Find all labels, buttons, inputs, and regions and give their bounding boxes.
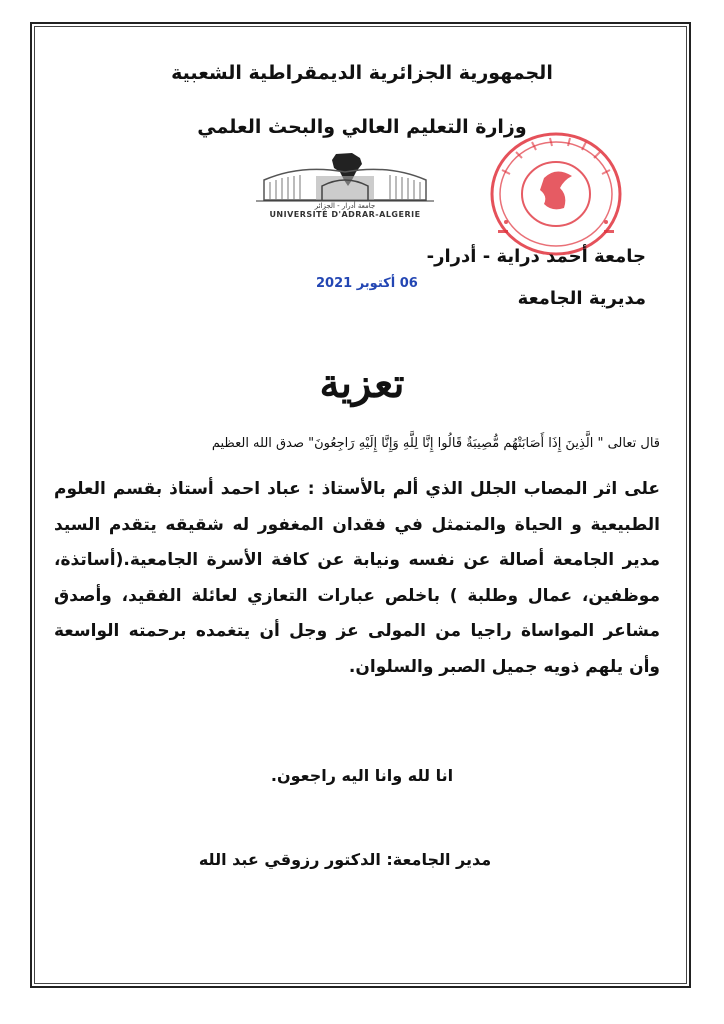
logo-caption-french: UNIVERSITÉ D'ADRAR-ALGERIE bbox=[269, 210, 421, 219]
document-title: تعزية bbox=[319, 360, 405, 407]
logo-caption-arabic: جامعة أدرار - الجزائر bbox=[314, 202, 376, 210]
republic-header: الجمهورية الجزائرية الديمقراطية الشعبية bbox=[171, 62, 553, 84]
ministry-header: وزارة التعليم العالي والبحث العلمي bbox=[197, 116, 527, 138]
directorate-name: مديرية الجامعة bbox=[517, 288, 646, 309]
university-name: جامعة أحمد دراية - أدرار- bbox=[426, 246, 646, 267]
closing-phrase: انا لله وانا اليه راجعون. bbox=[270, 766, 454, 785]
condolence-body: على اثر المصاب الجلل الذي ألم بالأستاذ : عباد احمد أستاذ بقسم العلوم الطبيعية و الحياة والمتمثل في فقدان المغفور له شقيقه يتقدم السيد مدير الجامعة أصالة عن نفسه ونيابة عن كافة الأسرة الجامعية.(أساتذة، موظفين، عمال وطلبة ) باخلص عبارات التعازي لعائلة الفقيد، وأصدق مشاعر المواساة راجيا من المولى عز وجل أن يتغمده برحمته الواسعة وأن يلهم ذويه جميل الصبر والسلوان. bbox=[54, 479, 660, 677]
date-stamp: 06 أكتوبر 2021 bbox=[316, 276, 418, 291]
official-stamp-icon bbox=[486, 130, 626, 258]
signature-line: مدير الجامعة: الدكتور رزوقي عبد الله bbox=[198, 850, 492, 869]
quran-verse: قال تعالى " الَّذِينَ إِذَا أَصَابَتْهُم مُّصِيبَةٌ قَالُوا إِنَّا لِلَّهِ وَإِنَّا إِلَيْهِ رَاجِعُونَ" صدق الله العظيم bbox=[211, 436, 660, 451]
